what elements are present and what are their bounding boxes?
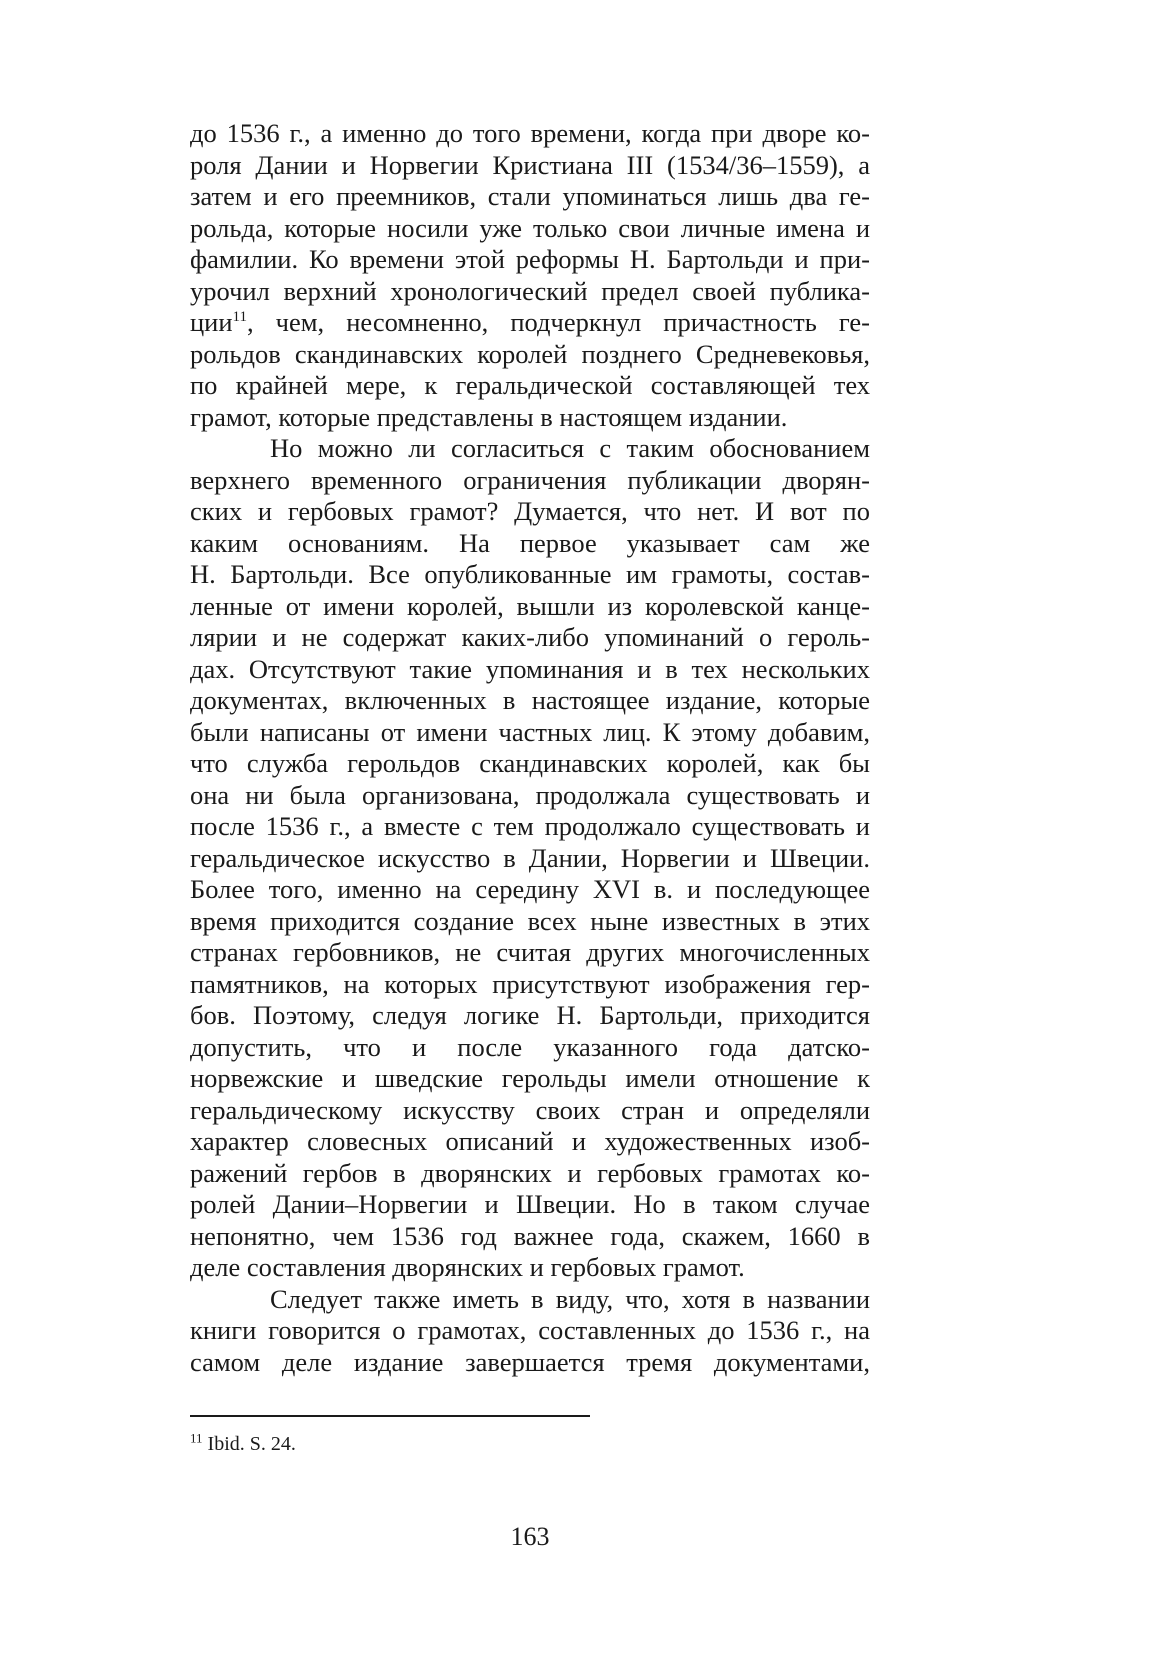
footnote (190, 1432, 296, 1456)
text-line: по крайней мере, к геральдической составляющей тех (190, 370, 870, 400)
text-line: грамот, которые представлены в настоящем издании. (190, 401, 788, 432)
text-fragment: , чем, несомненно, подчеркнул причастность ге- (247, 307, 870, 337)
text-line: ражений гербов в дворянских и гербовых грамотах ко- (190, 1157, 870, 1188)
text-line: характер словесных описаний и художественных изоб- (190, 1126, 870, 1156)
text-line: геральдическое искусство в Дании, Норвегии и Швеции. (190, 842, 870, 873)
text-line: Следует также иметь в виду, что, хотя в названии (270, 1283, 870, 1314)
text-line: геральдическому искусству своих стран и определяли (190, 1094, 870, 1125)
text-line: норвежские и шведские герольды имели отношение к (190, 1063, 870, 1093)
text-line: урочил верхний хронологический предел своей публика- (190, 275, 870, 306)
footnote-separator (190, 1415, 590, 1417)
text-line: что служба герольдов скандинавских королей, как бы (190, 748, 870, 778)
footnote-reference: 11 (232, 309, 247, 326)
text-line: ских и гербовых грамот? Думается, что нет. И вот по (190, 496, 870, 526)
text-line: непонятно, чем 1536 год важнее года, скажем, 1660 в (190, 1220, 870, 1251)
text-line: роля Дании и Норвегии Кристиана III (1534/36–1559), а (190, 149, 870, 180)
text-line: памятников, на которых присутствуют изображения гер- (190, 968, 870, 999)
text-line: дах. Отсутствуют такие упоминания и в тех нескольких (190, 653, 870, 684)
text-line: рольдов скандинавских королей позднего Средневековья, (190, 338, 870, 369)
text-line: Более того, именно на середину XVI в. и последующее (190, 874, 870, 904)
text-line: рольда, которые носили уже только свои личные имена и (190, 212, 870, 243)
main-text (190, 118, 870, 1378)
text-line: после 1536 г., а вместе с тем продолжало существовать и (190, 811, 870, 841)
text-line: лярии и не содержат каких-либо упоминаний о героль- (190, 622, 870, 652)
text-line: верхнего временного ограничения публикации дворян- (190, 464, 870, 495)
footnote-text: Ibid. S. 24. (202, 1433, 296, 1455)
text-line: до 1536 г., а именно до того времени, когда при дворе ко- (190, 118, 870, 148)
paragraph-2 (190, 433, 870, 1284)
text-line: бов. Поэтому, следуя логике Н. Бартольди, приходится (190, 1000, 870, 1030)
text-line: каким основаниям. На первое указывает сам же (190, 527, 870, 558)
text-line: затем и его преемников, стали упоминаться лишь два ге- (190, 181, 870, 211)
text-line: были написаны от имени частных лиц. К этому добавим, (190, 716, 870, 747)
page-number: 163 (510, 1522, 550, 1551)
text-line: ролей Дании–Норвегии и Швеции. Но в таком случае (190, 1189, 870, 1219)
text-line: странах гербовников, не считая других многочисленных (190, 937, 870, 967)
text-line: допустить, что и после указанного года датско- (190, 1031, 870, 1062)
text-line: фамилии. Ко времени этой реформы Н. Бартольди и при- (190, 244, 870, 274)
text-line: Но можно ли согласиться с таким обоснованием (270, 433, 870, 463)
text-line: она ни была организована, продолжала существовать и (190, 779, 870, 810)
text-line: самом деле издание завершается тремя документами, (190, 1346, 870, 1377)
paragraph-3 (190, 1284, 870, 1379)
text-line: ленные от имени королей, вышли из королевской канце- (190, 590, 870, 621)
text-line: время приходится создание всех ныне известных в этих (190, 905, 870, 936)
text-fragment: ции (190, 307, 233, 337)
footnote-number: 11 (190, 1430, 203, 1446)
text-line: деле составления дворянских и гербовых грамот. (190, 1252, 745, 1282)
text-line-with-footnote (190, 307, 870, 339)
paragraph-1 (190, 118, 870, 433)
text-line: Н. Бартольди. Все опубликованные им грамоты, состав- (190, 559, 870, 589)
text-line: книги говорится о грамотах, составленных до 1536 г., на (190, 1315, 870, 1345)
text-line: документах, включенных в настоящее издание, которые (190, 685, 870, 715)
